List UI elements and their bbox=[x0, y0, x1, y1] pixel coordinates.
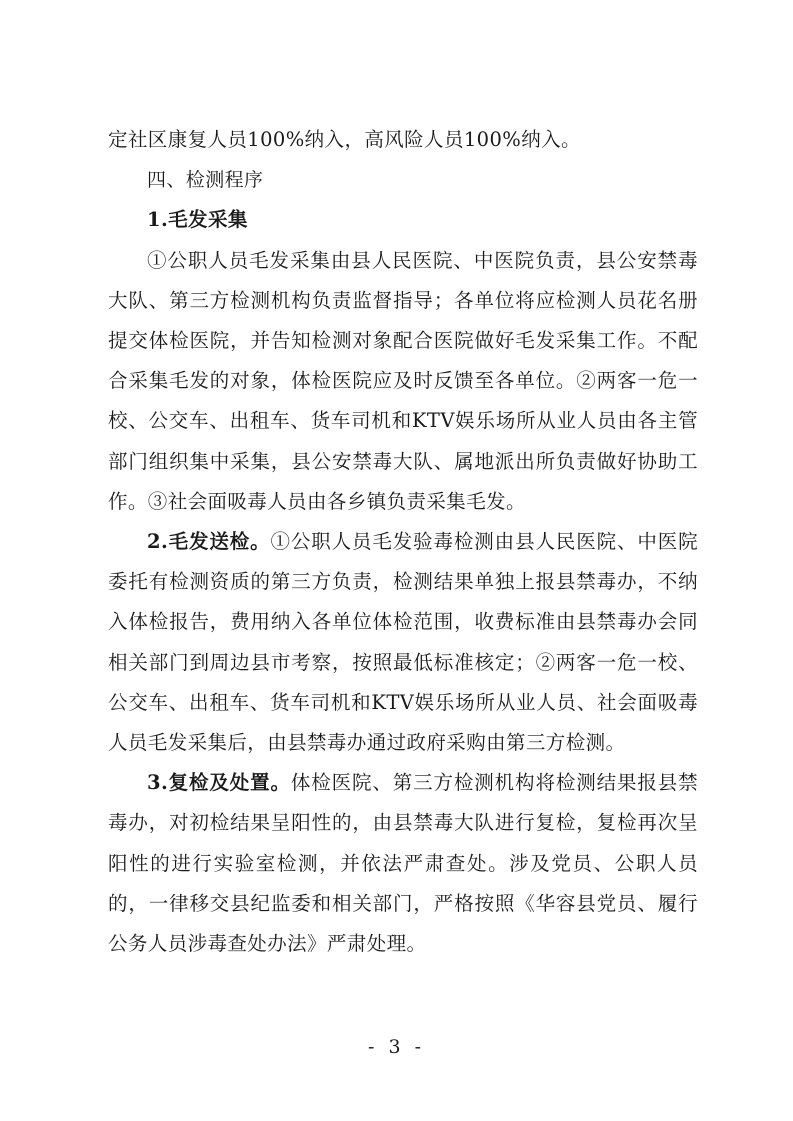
item1-paragraph: ①公职人员毛发采集由县人民医院、中医院负责，县公安禁毒大队、第三方检测机构负责监督指导；各单位将应检测人员花名册提交体检医院，并告知检测对象配合医院做好毛发采集工作。不配合采集毛发的对象，体检医院应及时反馈至各单位。②两客一危一校、公交车、出租车、货车司机和KTV娱乐场所从业人员由各主管部门组织集中采集，县公安禁毒大队、属地派出所负责做好协助工作。③社会面吸毒人员由各乡镇负责采集毛发。 bbox=[108, 248, 698, 513]
item3-text: 体检医院、第三方检测机构将检测结果报县禁毒办，对初检结果呈阳性的，由县禁毒大队进行复检，复检再次呈阳性的进行实验室检测，并依法严肃查处。涉及党员、公职人员的，一律移交县纪监委和相关部门，严格按照《华容县党员、履行公务人员涉毒查处办法》严肃处理。 bbox=[108, 771, 698, 956]
item2-paragraph bbox=[108, 522, 698, 763]
item3-heading: 3.复检及处置。 bbox=[147, 771, 291, 795]
item3-paragraph bbox=[108, 763, 698, 964]
section-heading: 四、检测程序 bbox=[147, 169, 264, 192]
item2-text: ①公职人员毛发验毒检测由县人民医院、中医院委托有检测资质的第三方负责，检测结果单独上报县禁毒办，不纳入体检报告，费用纳入各单位体检范围，收费标准由县禁毒办会同相关部门到周边县市考察，按照最低标准核定；②两客一危一校、公交车、出租车、货车司机和KTV娱乐场所从业人员、社会面吸毒人员毛发采集后，由县禁毒办通过政府采购由第三方检测。 bbox=[108, 530, 698, 755]
page-number: - 3 - bbox=[367, 1036, 425, 1058]
continuation-paragraph: 定社区康复人员100%纳入，高风险人员100%纳入。 bbox=[108, 128, 581, 151]
item1-heading: 1.毛发采集 bbox=[147, 208, 248, 232]
item2-heading: 2.毛发送检。 bbox=[147, 530, 271, 554]
document-body bbox=[108, 120, 698, 964]
